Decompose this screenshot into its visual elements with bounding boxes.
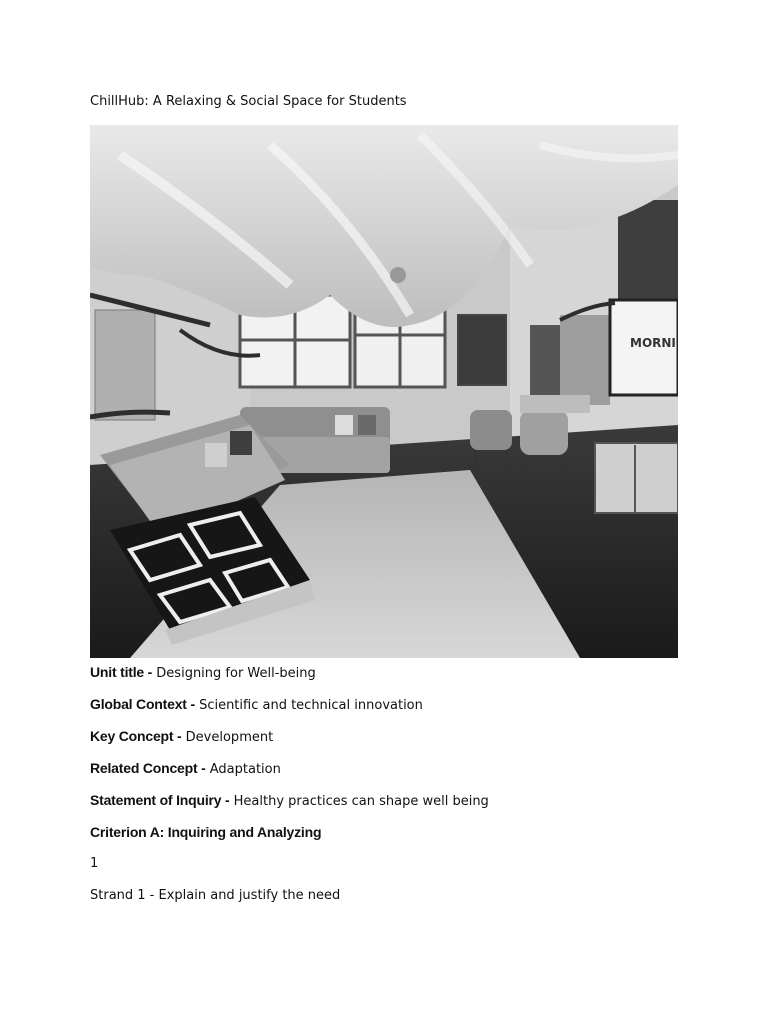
field-value: Adaptation: [209, 762, 281, 777]
strand-text: Strand 1 - Explain and justify the need: [90, 888, 341, 903]
classroom-photo-drawing: [90, 125, 678, 658]
classroom-photo: [90, 125, 678, 658]
field-related-concept: [90, 760, 281, 777]
field-key-concept: [90, 728, 273, 745]
field-unit-title: [90, 664, 316, 681]
tv-screen-text: MORNI: [630, 336, 676, 350]
document-title: ChillHub: A Relaxing & Social Space for Students: [90, 94, 407, 109]
field-statement-of-inquiry: [90, 792, 489, 809]
list-number: 1: [90, 856, 99, 871]
criterion-heading: [90, 824, 321, 841]
field-value: Healthy practices can shape well being: [233, 794, 489, 809]
tv-screen: [610, 300, 678, 395]
field-global-context: [90, 696, 423, 713]
field-label: Key Concept -: [90, 728, 182, 744]
field-value: Development: [185, 730, 274, 745]
field-label: Statement of Inquiry -: [90, 792, 230, 808]
field-label: Related Concept -: [90, 760, 206, 776]
field-value: Designing for Well-being: [156, 666, 316, 681]
field-value: Scientific and technical innovation: [199, 698, 423, 713]
tv-cabinet: [595, 443, 678, 513]
field-label: Global Context -: [90, 696, 195, 712]
criterion-label: Criterion A: Inquiring and Analyzing: [90, 824, 322, 840]
field-label: Unit title -: [90, 664, 153, 680]
